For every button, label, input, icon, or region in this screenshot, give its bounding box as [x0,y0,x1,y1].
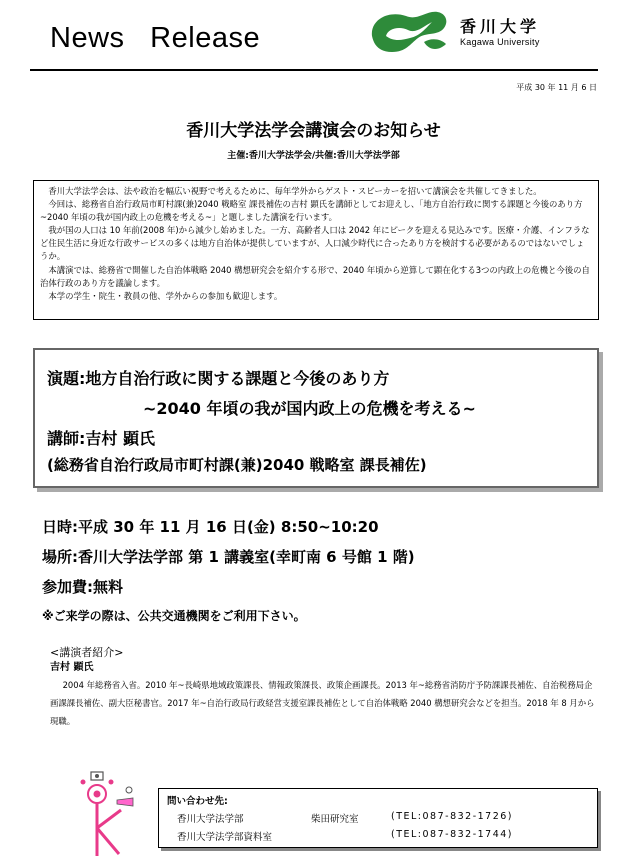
intro-paragraph: 我が国の人口は 10 年前(2008 年)から減少し始めました。一方、高齢者人口は 2042 年にピークを迎える見込みです。医療・介護、インフラなど住民生活に身近な行政サービスの多くは地方自治体が提供していますが、人口減少時代に合ったあり方を検討する必要があるのではないでしょうか。 [40,225,590,262]
contact-heading: 問い合わせ先: [167,796,228,807]
contact-box [158,788,598,848]
intro-paragraph: 本学の学生・院生・教員の他、学外からの参加も歓迎します。 [48,290,283,301]
header-divider [30,69,598,71]
intro-paragraph: 今回は、総務省自治行政局市町村課(兼)2040 戦略室 課長補佐の吉村 顕氏を講師としてお迎えし、「地方自治行政に関する課題と今後のあり方~2040 年頃の我が国内政上の危機を考える~」と題しました講演を行います。 [40,199,583,223]
logo-english-name: Kagawa University [460,37,540,47]
logo-japanese-name: 香川大学 [460,17,541,36]
contact-phone: (TEL:087-832-1744) [391,829,514,840]
release-date: 平成 30 年 11 月 6 日 [516,83,597,92]
page-title: 香川大学法学会講演会のお知らせ [186,121,441,141]
news-release-heading: News Release [50,22,261,54]
contact-org: 香川大学法学部資料室 [177,832,273,843]
profile-text: 2004 年総務省入省。2010 年~長崎県地域政策課長、情報政策課長、政策企画課長。2013 年~総務省消防庁予防課課長補佐、自治税務局企画課課長補佐、副大臣秘書官。2017 年~自治行政局行政経営支援室課長補佐として自治体戦略 2040 構想研究会などを担当。2018 年 8 月から現職。 [50,680,595,726]
event-place: 場所:香川大学法学部 第 1 講義室(幸町南 6 号館 1 階) [42,548,415,566]
lecture-box [33,348,599,488]
organizer-line: 主催:香川大学法学会/共催:香川大学法学部 [227,151,400,161]
contact-office: 柴田研究室 [311,814,359,825]
event-fee: 参加費:無料 [42,578,123,596]
contact-org: 香川大学法学部 [177,814,244,825]
mascot-icon [73,770,145,858]
lecture-topic: 演題:地方自治行政に関する課題と今後のあり方 [47,369,390,388]
intro-paragraph: 本講演では、総務省で開催した自治体戦略 2040 構想研究会を紹介する形で、2040 年頃から逆算して顕在化する3つの内政上の危機と今後の自治体行政のあり方を議論します。 [40,264,590,288]
contact-phone: (TEL:087-832-1726) [391,811,514,822]
transport-note: ※ご来学の際は、公共交通機関をご利用下さい。 [42,609,306,623]
profile-heading: <講演者紹介> [50,646,124,659]
lecture-subtitle: ~2040 年頃の我が国内政上の危機を考える~ [143,399,476,418]
profile-name: 吉村 顕氏 [50,662,94,673]
intro-paragraph: 香川大学法学会は、法や政治を幅広い視野で考えるために、毎年学外からゲスト・スピーカーを招いて講演会を共催してきました。 [48,186,542,196]
lecture-speaker: 講師:吉村 顕氏 [47,429,155,448]
lecture-affiliation: (総務省自治行政局市町村課(兼)2040 戦略室 課長補佐) [47,456,427,474]
intro-box [33,180,599,320]
kagawa-university-logo-icon [366,6,450,56]
event-datetime: 日時:平成 30 年 11 月 16 日(金) 8:50~10:20 [42,518,379,536]
